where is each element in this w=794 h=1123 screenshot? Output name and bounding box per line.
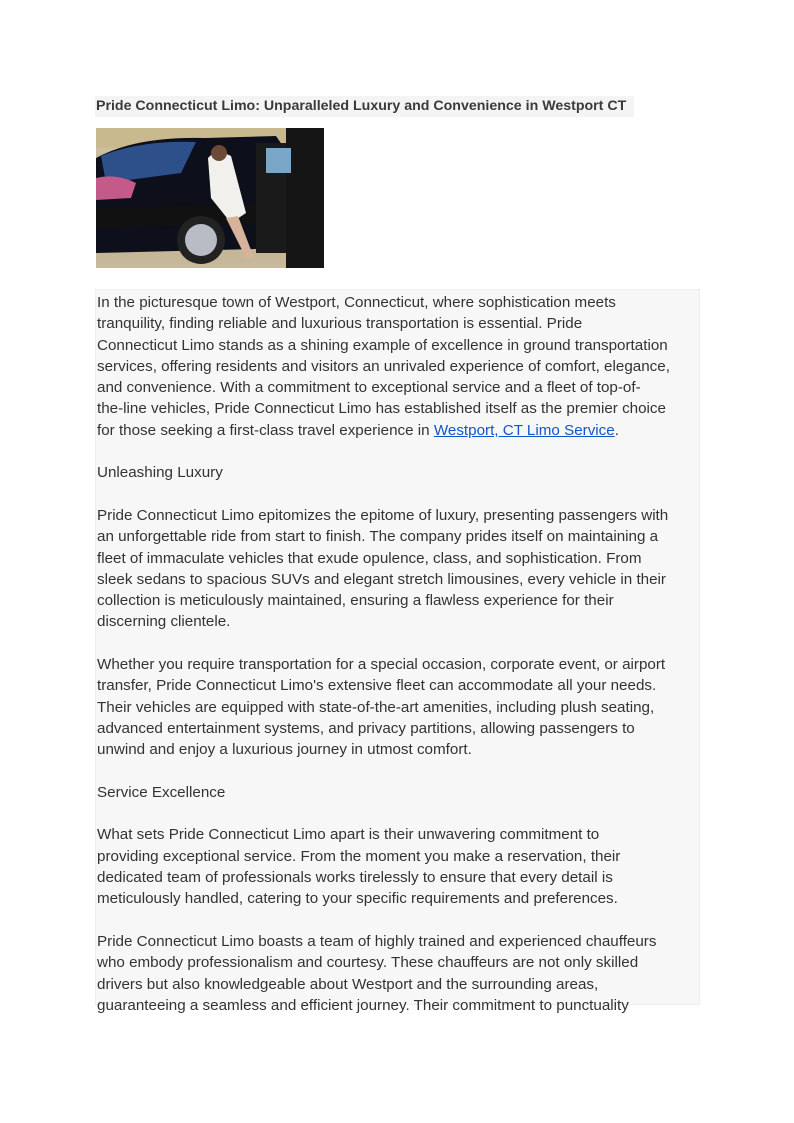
paragraph-fleet xyxy=(97,654,699,760)
text-line: collection is meticulously maintained, ensuring a flawless experience for their xyxy=(97,592,614,610)
text-line: services, offering residents and visitors an unrivaled experience of comfort, elegance, xyxy=(97,357,670,375)
text-line: unwind and enjoy a luxurious journey in utmost comfort. xyxy=(97,741,472,759)
text-line: guaranteeing a seamless and efficient journey. Their commitment to punctuality xyxy=(97,996,629,1014)
paragraph-chauffeurs xyxy=(97,931,699,1016)
article-body xyxy=(95,289,700,1014)
paragraph-luxury xyxy=(97,505,699,633)
document-title: Pride Connecticut Limo: Unparalleled Luxury and Convenience in Westport CT xyxy=(95,96,634,117)
text-line: an unforgettable ride from start to finish. The company prides itself on maintaining a xyxy=(97,528,659,546)
paragraph-service xyxy=(97,824,699,909)
text-line: fleet of immaculate vehicles that exude opulence, class, and sophistication. From xyxy=(97,549,642,567)
paragraph-intro xyxy=(97,292,699,441)
text-line: Pride Connecticut Limo boasts a team of highly trained and experienced chauffeurs xyxy=(97,932,657,950)
text-line: In the picturesque town of Westport, Connecticut, where sophistication meets xyxy=(97,294,616,311)
text-line: meticulously handled, catering to your specific requirements and preferences. xyxy=(97,890,618,908)
limo-photo xyxy=(96,128,324,268)
section-heading-service-excellence: Service Excellence xyxy=(97,783,226,801)
text-line: discerning clientele. xyxy=(97,613,231,631)
limo-car-image xyxy=(96,128,324,268)
text-line: Pride Connecticut Limo epitomizes the epitome of luxury, presenting passengers with xyxy=(97,506,669,524)
text-line: What sets Pride Connecticut Limo apart is their unwavering commitment to xyxy=(97,826,600,844)
text-line: and convenience. With a commitment to exceptional service and a fleet of top-of- xyxy=(97,379,641,397)
text-line: sleek sedans to spacious SUVs and elegant stretch limousines, every vehicle in their xyxy=(97,570,666,588)
text-line: drivers but also knowledgeable about Westport and the surrounding areas, xyxy=(97,975,599,993)
text-line: Whether you require transportation for a special occasion, corporate event, or airport xyxy=(97,656,666,674)
text-line: who embody professionalism and courtesy. These chauffeurs are not only skilled xyxy=(97,954,639,972)
text-line: tranquility, finding reliable and luxurious transportation is essential. Pride xyxy=(97,315,583,333)
section-heading-unleashing-luxury: Unleashing Luxury xyxy=(97,464,223,482)
westport-limo-service-link[interactable]: Westport, CT Limo Service xyxy=(433,421,615,439)
text-line: advanced entertainment systems, and privacy partitions, allowing passengers to xyxy=(97,719,635,737)
text-line: Connecticut Limo stands as a shining example of excellence in ground transportation xyxy=(97,336,668,354)
text-line: Their vehicles are equipped with state-of-the-art amenities, including plush seating, xyxy=(97,698,655,716)
text-line: dedicated team of professionals works tirelessly to ensure that every detail is xyxy=(97,869,613,887)
text-span: for those seeking a first-class travel experience in xyxy=(97,421,434,439)
text-span: . xyxy=(614,421,619,439)
text-line: providing exceptional service. From the moment you make a reservation, their xyxy=(97,847,621,865)
text-line: transfer, Pride Connecticut Limo's extensive fleet can accommodate all your needs. xyxy=(97,677,657,695)
text-line: the-line vehicles, Pride Connecticut Limo has established itself as the premier choice xyxy=(97,400,666,418)
text-line xyxy=(97,420,699,441)
